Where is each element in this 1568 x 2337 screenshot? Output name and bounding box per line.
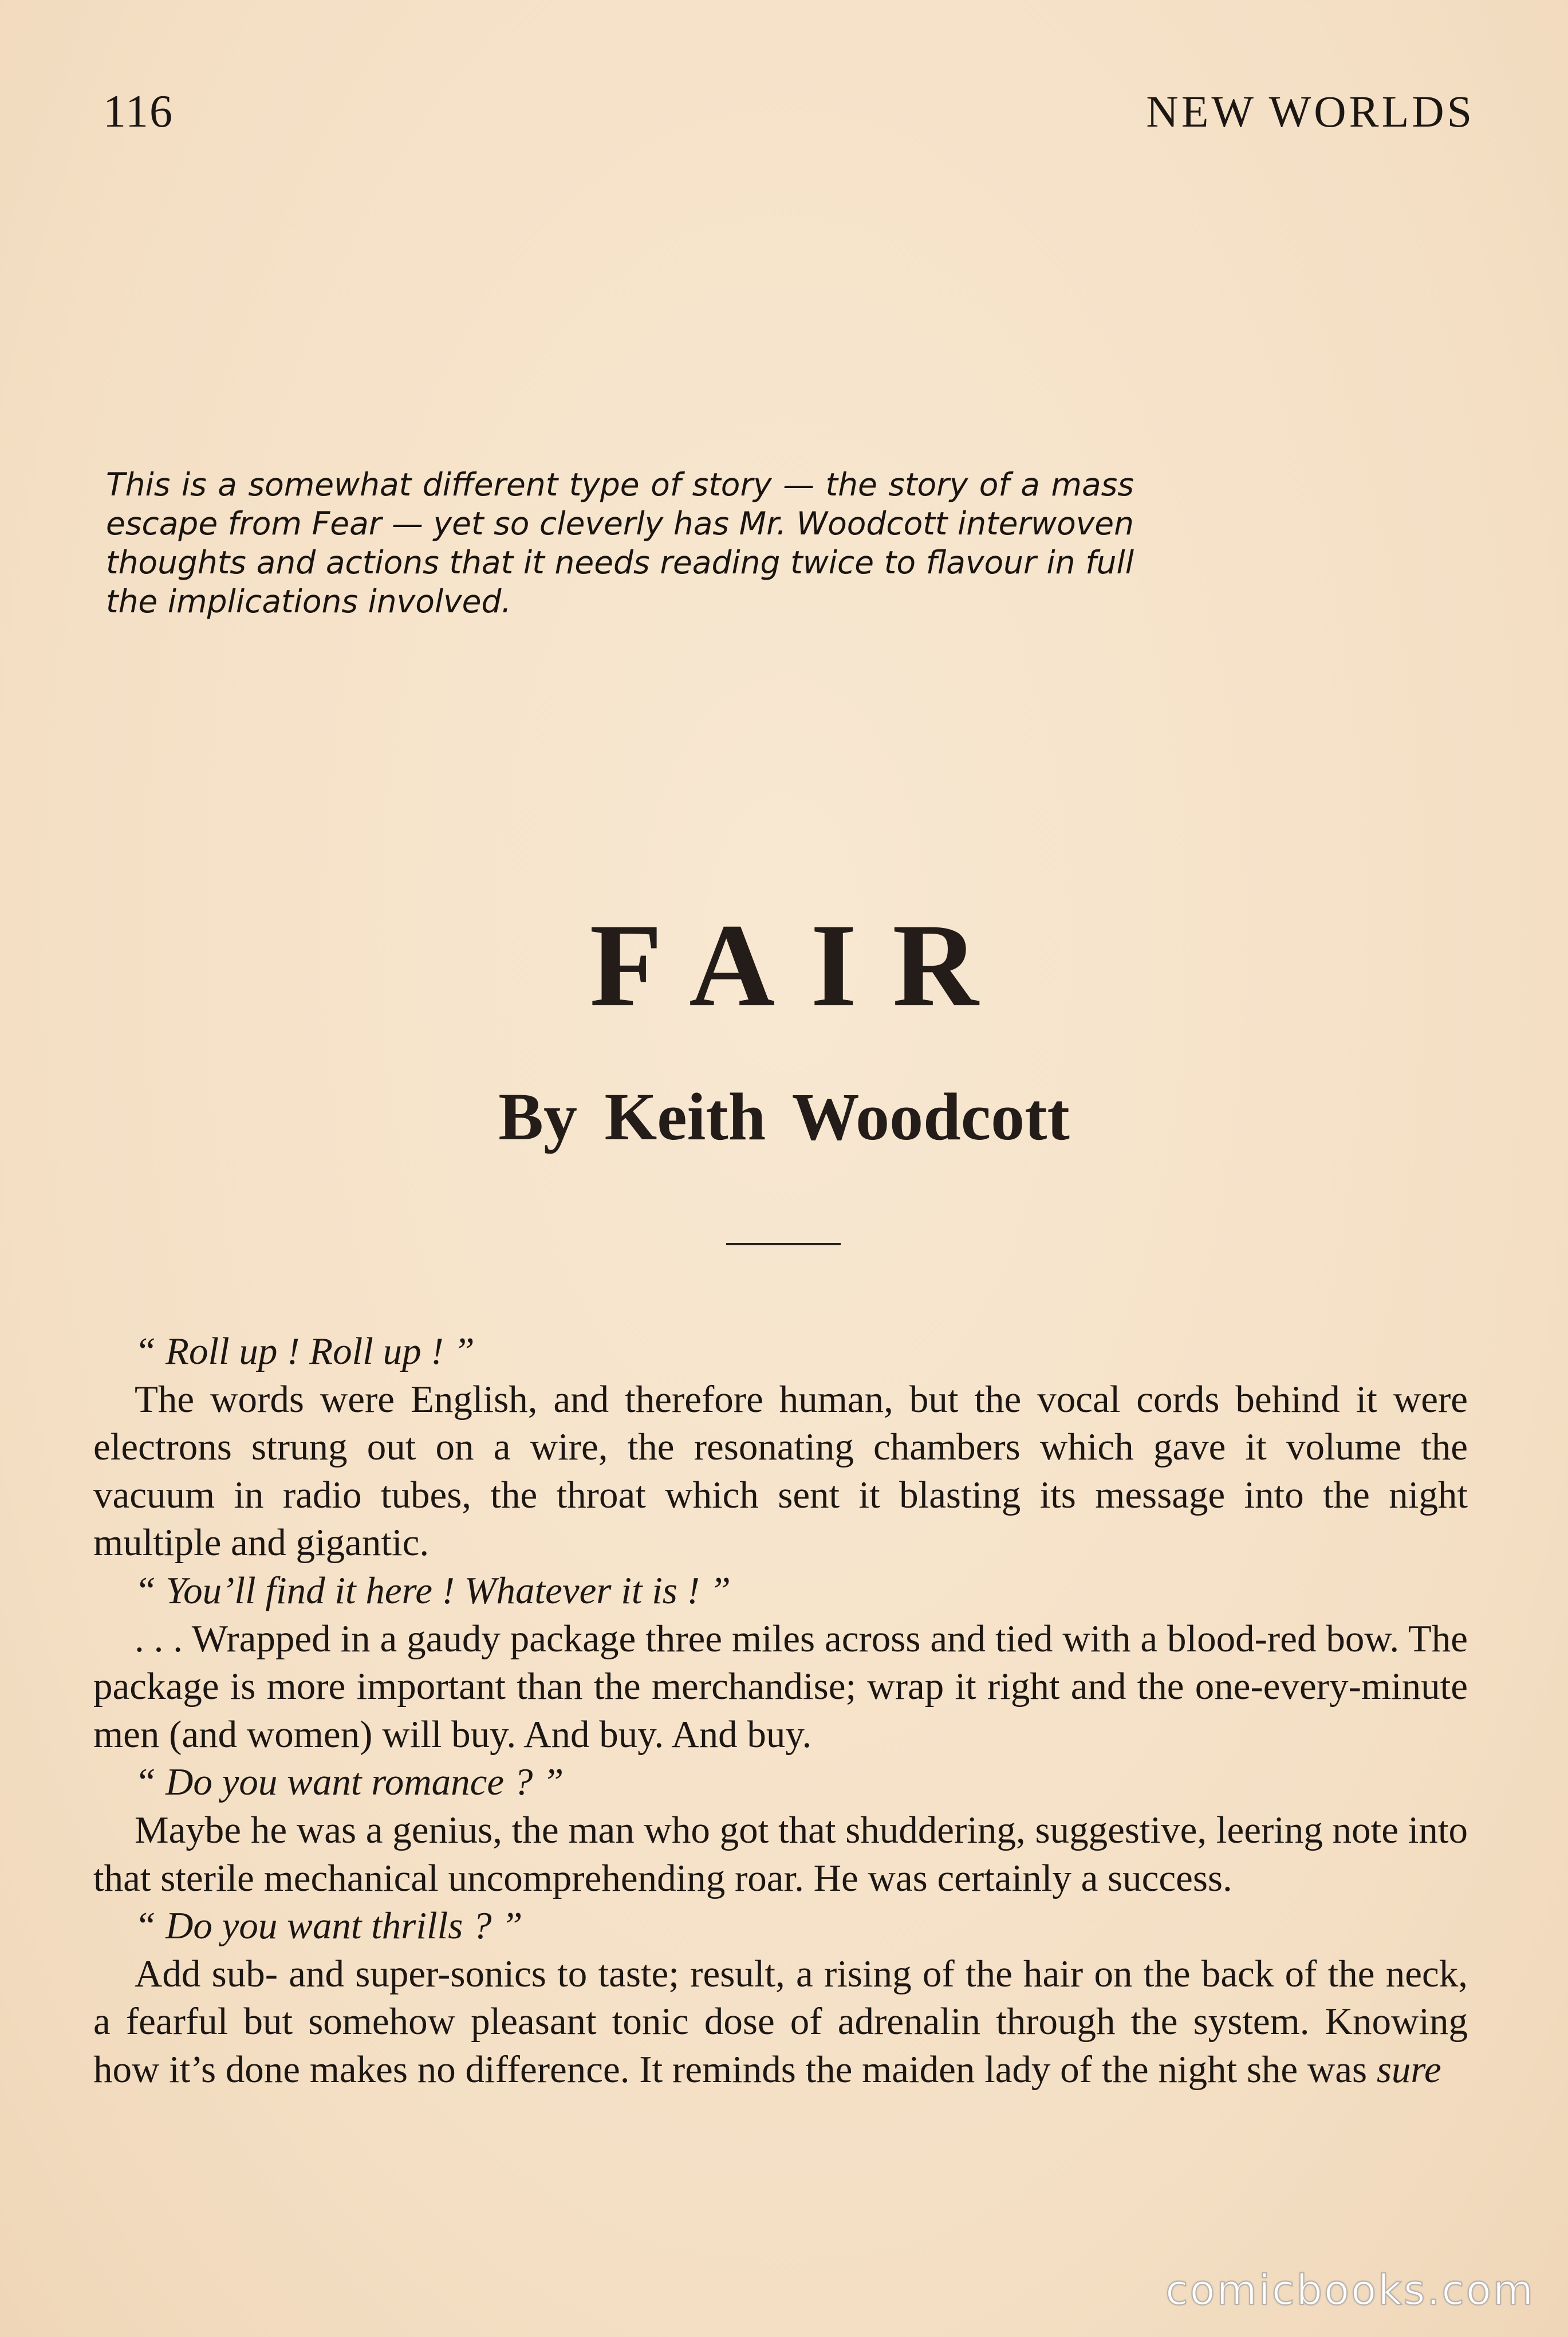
- story-byline: By Keith Woodcott: [498, 1079, 1070, 1154]
- body-paragraph: The words were English, and therefore human, but the vocal cords behind it were electrons strung out on a wire, the resonating chambers which gave it volume the vacuum in radio tubes, the throat which sent it blasting its message into the night multiple and gigantic.: [93, 1378, 1468, 1564]
- running-head: NEW WORLDS: [1146, 86, 1475, 136]
- page-number: 116: [103, 86, 174, 137]
- body-paragraph: [93, 1950, 1468, 2094]
- dialogue-line: “ You’ll find it here ! Whatever it is ! ”: [135, 1569, 731, 1612]
- dialogue-line: “ Do you want thrills ? ”: [135, 1905, 523, 1947]
- dialogue-line: “ Roll up ! Roll up ! ”: [135, 1330, 475, 1372]
- body-paragraph: . . . Wrapped in a gaudy package three miles across and tied with a blood-red bow. The package is more important than the merchandise; wrap it right and the one-every-minute men (and women) will buy. And buy. And buy.: [93, 1617, 1468, 1756]
- story-body: [93, 1328, 1468, 2094]
- body-paragraph: Maybe he was a genius, the man who got that shuddering, suggestive, leering note into that sterile mechanical uncomprehending roar. He was certainly a success.: [93, 1808, 1468, 1899]
- story-introduction: This is a somewhat different type of story — the story of a mass escape from Fear — yet so cleverly has Mr. Woodcott interwoven thoughts and actions that it needs reading twice to flavour in full the implications involved.: [106, 466, 1134, 620]
- dialogue-line: “ Do you want romance ? ”: [135, 1761, 564, 1804]
- site-watermark: comicbooks.com: [1165, 2266, 1535, 2314]
- title-divider-rule: [726, 1243, 841, 1245]
- story-title: FAIR: [589, 899, 1014, 1031]
- emphasized-word: sure: [1376, 2048, 1441, 2091]
- page-header: [103, 86, 1475, 149]
- body-paragraph-text: Add sub- and super-sonics to taste; result, a rising of the hair on the back of the neck, a fearful but somehow pleasant tonic dose of adrenalin through the system. Knowing how it’s done makes no difference. It reminds the maiden lady of the night she was: [93, 1952, 1468, 2091]
